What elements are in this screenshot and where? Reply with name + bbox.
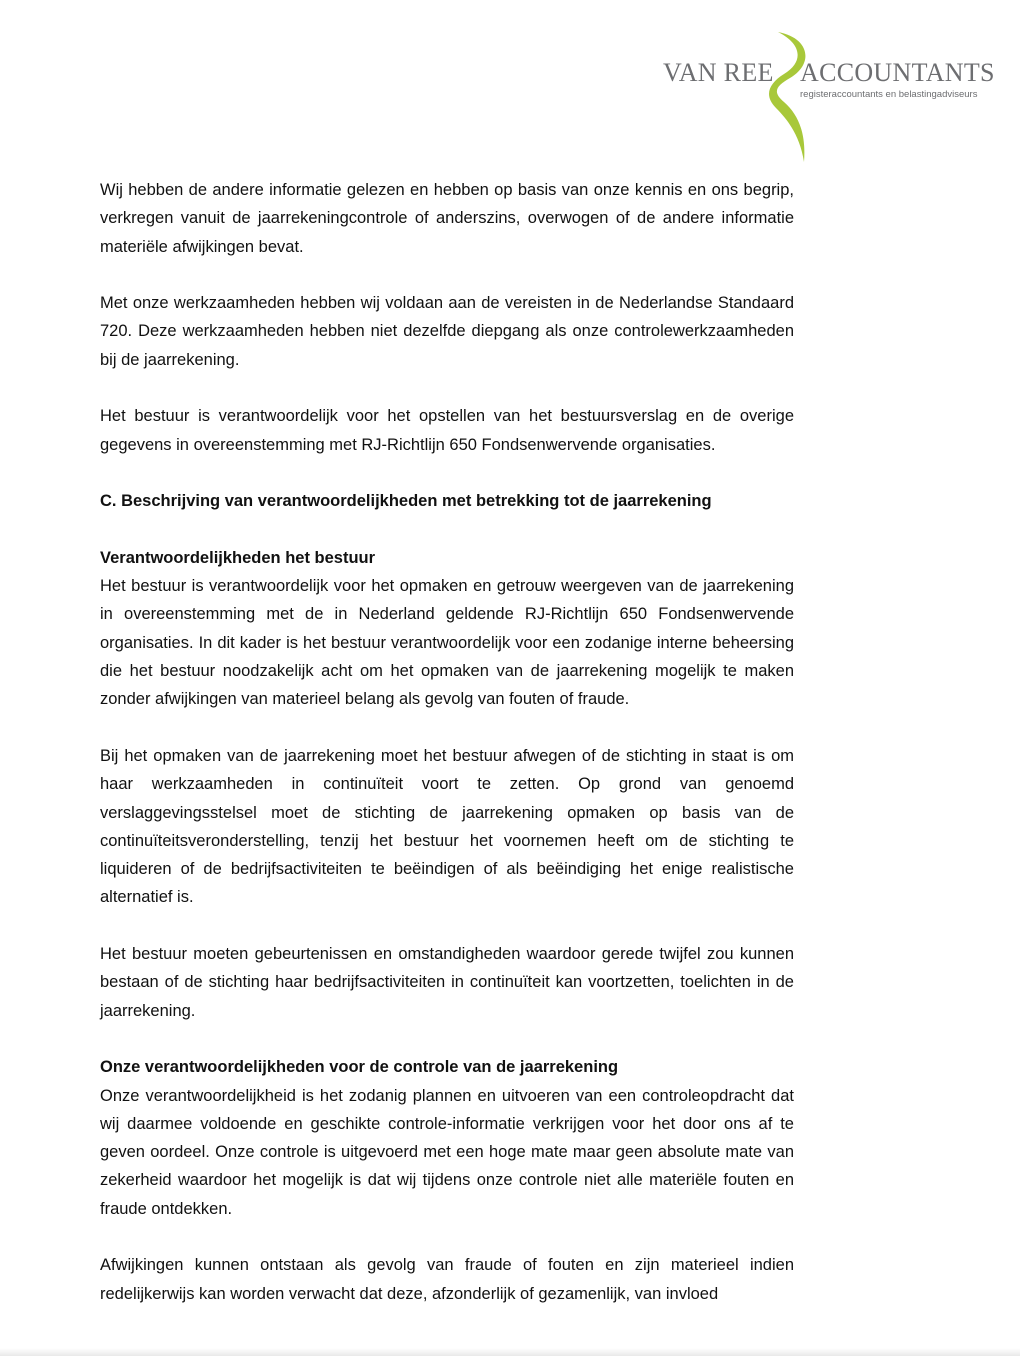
company-logo — [660, 28, 995, 168]
paragraph-board-report: Het bestuur is verantwoordelijk voor het opstellen van het bestuursverslag en de overige gegevens in overeenstemming met RJ-Richtlijn 650 Fondsenwervende organisaties. — [100, 407, 794, 454]
paragraph-board-responsibility: Het bestuur is verantwoordelijk voor het opmaken en getrouw weergeven van de jaarrekening in overeenstemming met de in Nederland geldende RJ-Richtlijn 650 Fondsenwervende organisaties. In dit kader is het bestuur verantwoordelijk voor een zodanige interne beheersing die het bestuur noodzakelijk acht om het opmaken van de jaarrekening mogelijk te maken zonder afwijkingen van materieel belang als gevolg van fouten of fraude. — [100, 577, 794, 709]
paragraph-audit-responsibility: Onze verantwoordelijkheid is het zodanig plannen en uitvoeren van een controleopdracht dat wij daarmee voldoende en geschikte controle-informatie verkrijgen voor het door ons af te geven oordeel. Onze controle is uitgevoerd met een hoge mate maar geen absolute mate van zekerheid waardoor het mogelijk is dat wij tijdens onze controle niet alle materiële fouten en fraude ontdekken. — [100, 1086, 794, 1218]
paragraph-standard-720: Met onze werkzaamheden hebben wij voldaan aan de vereisten in de Nederlandse Standaard 720. Deze werkzaamheden hebben niet dezelfde diepgang als onze controlewerkzaamheden bij de jaarrekening. — [100, 294, 794, 369]
paragraph-going-concern-disclosure: Het bestuur moeten gebeurtenissen en omstandigheden waardoor gerede twijfel zou kunnen bestaan of de stichting haar bedrijfsactiviteiten in continuïteit kan voortzetten, toelichten in de jaarrekening. — [100, 945, 794, 1020]
logo-name-left: VAN REE — [663, 58, 774, 87]
subheading-our-responsibilities: Onze verantwoordelijkheden voor de controle van de jaarrekening — [100, 1058, 619, 1077]
page-bottom-edge — [0, 1348, 1020, 1356]
paragraph-misstatements: Afwijkingen kunnen ontstaan als gevolg van fraude of fouten en zijn materieel indien redelijkerwijs kan worden verwacht dat deze, afzonderlijk of gezamenlijk, van invloed — [100, 1256, 794, 1303]
logo-tagline: registeraccountants en belastingadviseurs — [800, 89, 978, 100]
paragraph-other-info-read: Wij hebben de andere informatie gelezen en hebben op basis van onze kennis en ons begrip, verkregen vanuit de jaarrekeningcontrole of anderszins, overwogen of de andere informatie materiële afwijkingen bevat. — [100, 181, 794, 256]
section-c-heading: C. Beschrijving van verantwoordelijkheden met betrekking tot de jaarrekening — [100, 492, 712, 511]
paragraph-continuity: Bij het opmaken van de jaarrekening moet het bestuur afwegen of de stichting in staat is om haar werkzaamheden in continuïteit voort te zetten. Op grond van genoemd verslaggevingsstelsel moet de stichting de jaarrekening opmaken op basis van de continuïteitsveronderstelling, tenzij het bestuur het voornemen heeft om de stichting te liquideren of de bedrijfsactiviteiten te beëindigen of als beëindiging het enige realistische alternatief is. — [100, 746, 794, 907]
document-body — [100, 176, 794, 1308]
logo-name-right: ACCOUNTANTS — [800, 58, 995, 87]
subheading-board-responsibilities: Verantwoordelijkheden het bestuur — [100, 548, 376, 567]
